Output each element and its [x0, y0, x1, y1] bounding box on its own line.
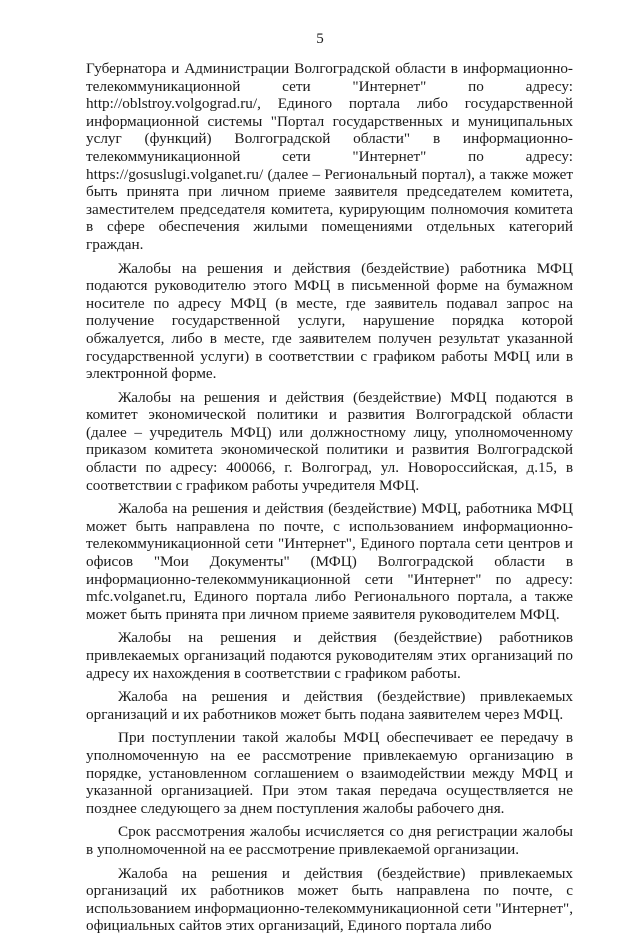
paragraph-review-period: Срок рассмотрения жалобы исчисляется со дня регистрации жалобы в уполномоченной на ее рассмотрение привлекаемой организации. — [86, 823, 573, 858]
paragraph-mfc-complaint-channels: Жалоба на решения и действия (бездействие) МФЦ, работника МФЦ может быть направлена по почте, с использованием информационно-телекоммуникационной сети "Интернет", Единого портала сети центров и офисов "Мои Документы" (МФЦ) Волгоградской области в информационно-телекоммуникационной сети "Интернет" по адресу: mfc.volganet.ru, Единого портала либо Регионального портала, а также может быть принята при личном приеме заявителя руководителем МФЦ. — [86, 500, 573, 623]
paragraph-mfc-worker-complaints: Жалобы на решения и действия (бездействие) работника МФЦ подаются руководителю этого МФЦ в письменной форме на бумажном носителе по адресу МФЦ (в месте, где заявитель подавал запрос на получение государственной услуги, нарушение порядка которой обжалуется, либо в месте, где заявителем получен результат указанной государственной услуги) в соответствии с графиком работы МФЦ или в электронной форме. — [86, 259, 573, 383]
paragraph-engaged-org-workers: Жалобы на решения и действия (бездействие) работников привлекаемых организаций подаются руководителям этих организаций по адресу их нахождения в соответствии с графиком работы. — [86, 629, 573, 682]
page-number: 5 — [316, 31, 324, 47]
paragraph-complaint-transfer: При поступлении такой жалобы МФЦ обеспечивает ее передачу в уполномоченную на ее рассмотрение привлекаемую организацию в порядке, установленном соглашением о взаимодействии между МФЦ и указанной организацией. При этом такая передача осуществляется не позднее следующего за днем поступления жалобы рабочего дня. — [86, 729, 573, 817]
paragraph-mfc-complaints: Жалобы на решения и действия (бездействие) МФЦ подаются в комитет экономической политики и развития Волгоградской области (далее – учредитель МФЦ) или должностному лицу, уполномоченному приказом комитета экономической политики и развития Волгоградской области по адресу: 400066, г. Волгоград, ул. Новороссийская, д.15, в соответствии с графиком работы учредителя МФЦ. — [86, 388, 573, 494]
paragraph-engaged-org-via-mfc: Жалоба на решения и действия (бездействие) привлекаемых организаций и их работников может быть подана заявителем через МФЦ. — [86, 688, 573, 723]
paragraph-continuation: Губернатора и Администрации Волгоградской области в информационно-телекоммуникационной сети "Интернет" по адресу: http://oblstroy.volgograd.ru/, Единого портала либо государственной информационной системы "Портал государственных и муниципальных услуг (функций) Волгоградской области" в информационно-телекоммуникационной сети "Интернет" по адресу: https://gosuslugi.volganet.ru/ (далее – Региональный портал), а также может быть принята при личном приеме заявителя председателем комитета, заместителем председателя комитета, курирующим полномочия комитета в сфере обеспечения жилыми помещениями отдельных категорий граждан. — [86, 60, 573, 253]
paragraph-engaged-org-channels: Жалоба на решения и действия (бездействие) привлекаемых организаций их работников может быть направлена по почте, с использованием информационно-телекоммуникационной сети "Интернет", официальных сайтов этих организаций, Единого портала либо — [86, 864, 573, 935]
document-body — [86, 60, 573, 935]
